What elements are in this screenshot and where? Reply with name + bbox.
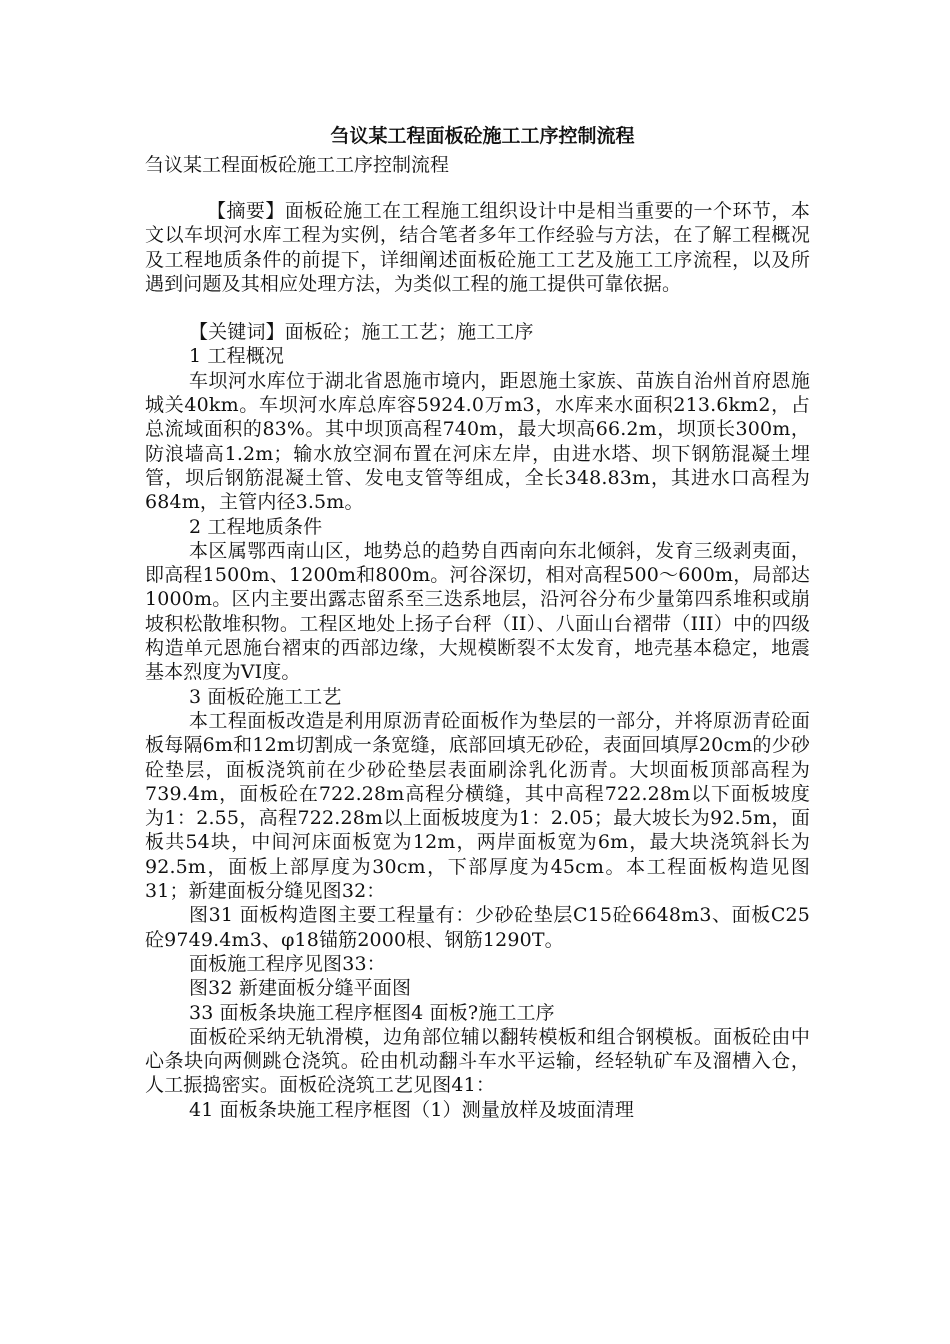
paragraph-procedure-ref: 面板施工程序见图33： [189, 952, 386, 975]
section-heading-geology: 2 工程地质条件 [189, 515, 323, 538]
paragraph-quantities: 图31 面板构造图主要工程量有：少砂砼垫层C15砼6648m3、面板C25砼9749.4m3、φ18锚筋2000根、钢筋1290T。 [145, 904, 810, 951]
document-subtitle: 刍议某工程面板砼施工工序控制流程 [145, 154, 450, 176]
abstract-paragraph: 【摘要】面板砼施工在工程施工组织设计中是相当重要的一个环节，本文以车坝河水库工程为实例，结合笔者多年工作经验与方法，在了解工程概况及工程地质条件的前提下，详细阐述面板砼施工工艺及施工工序流程，以及所遇到问题及其相应处理方法，为类似工程的施工提供可靠依据。 [145, 200, 810, 295]
figure-caption-41: 41 面板条块施工程序框图（1）测量放样及坡面清理 [189, 1098, 635, 1121]
document-page [145, 120, 810, 1122]
paragraph-process: 面板砼采纳无轨滑模，边角部位辅以翻转模板和组合钢模板。面板砼由中心条块向两侧跳仓浇筑。砼由机动翻斗车水平运输，经轻轨矿车及溜槽入仓，人工振捣密实。面板砼浇筑工艺见图41： [145, 1025, 810, 1097]
section-heading-technique: 3 面板砼施工工艺 [189, 685, 342, 708]
paragraph-geology: 本区属鄂西南山区，地势总的趋势自西南向东北倾斜，发育三级剥夷面，即高程1500m、1200m和800m。河谷深切，相对高程500～600m，局部达1000m。区内主要出露志留系至三迭系地层，沿河谷分布少量第四系堆积或崩坡积松散堆积物。工程区地处上扬子台秤（II）、八面山台褶带（III）中的四级构造单元恩施台褶束的西部边缘，大规模断裂不太发育，地壳基本稳定，地震基本烈度为VI度。 [145, 539, 810, 684]
paragraph-overview: 车坝河水库位于湖北省恩施市境内，距恩施土家族、苗族自治州首府恩施城关40km。车坝河水库总库容5924.0万m3，水库来水面积213.6km2，占总流域面积的83%。其中坝顶高程740m，最大坝高66.2m，坝顶长300m，防浪墙高1.2m；输水放空洞布置在河床左岸，由进水塔、坝下钢筋混凝土埋管，坝后钢筋混凝土管、发电支管等组成，全长348.83m，其进水口高程为684m，主管内径3.5m。 [145, 369, 810, 514]
section-heading-overview: 1 工程概况 [189, 345, 285, 368]
paragraph-technique: 本工程面板改造是利用原沥青砼面板作为垫层的一部分，并将原沥青砼面板每隔6m和12m切割成一条宽缝，底部回填无砂砼，表面回填厚20cm的少砂砼垫层，面板浇筑前在少砂砼垫层表面刷涂乳化沥青。大坝面板顶部高程为739.4m，面板砼在722.28m高程分横缝，其中高程722.28m以下面板坡度为1：2.55，高程722.28m以上面板坡度为1：2.05；最大坡长为92.5m，面板共54块，中间河床面板宽为12m，两岸面板宽为6m，最大块浇筑斜长为92.5m，面板上部厚度为30cm，下部厚度为45cm。本工程面板构造见图31；新建面板分缝见图32： [145, 709, 810, 903]
document-title: 刍议某工程面板砼施工工序控制流程 [330, 125, 635, 147]
keywords-line: 【关键词】面板砼；施工工艺；施工工序 [189, 321, 534, 344]
figure-caption-32: 图32 新建面板分缝平面图 [189, 977, 412, 1000]
figure-caption-33: 33 面板条块施工程序框图4 面板?施工工序 [189, 1001, 555, 1024]
